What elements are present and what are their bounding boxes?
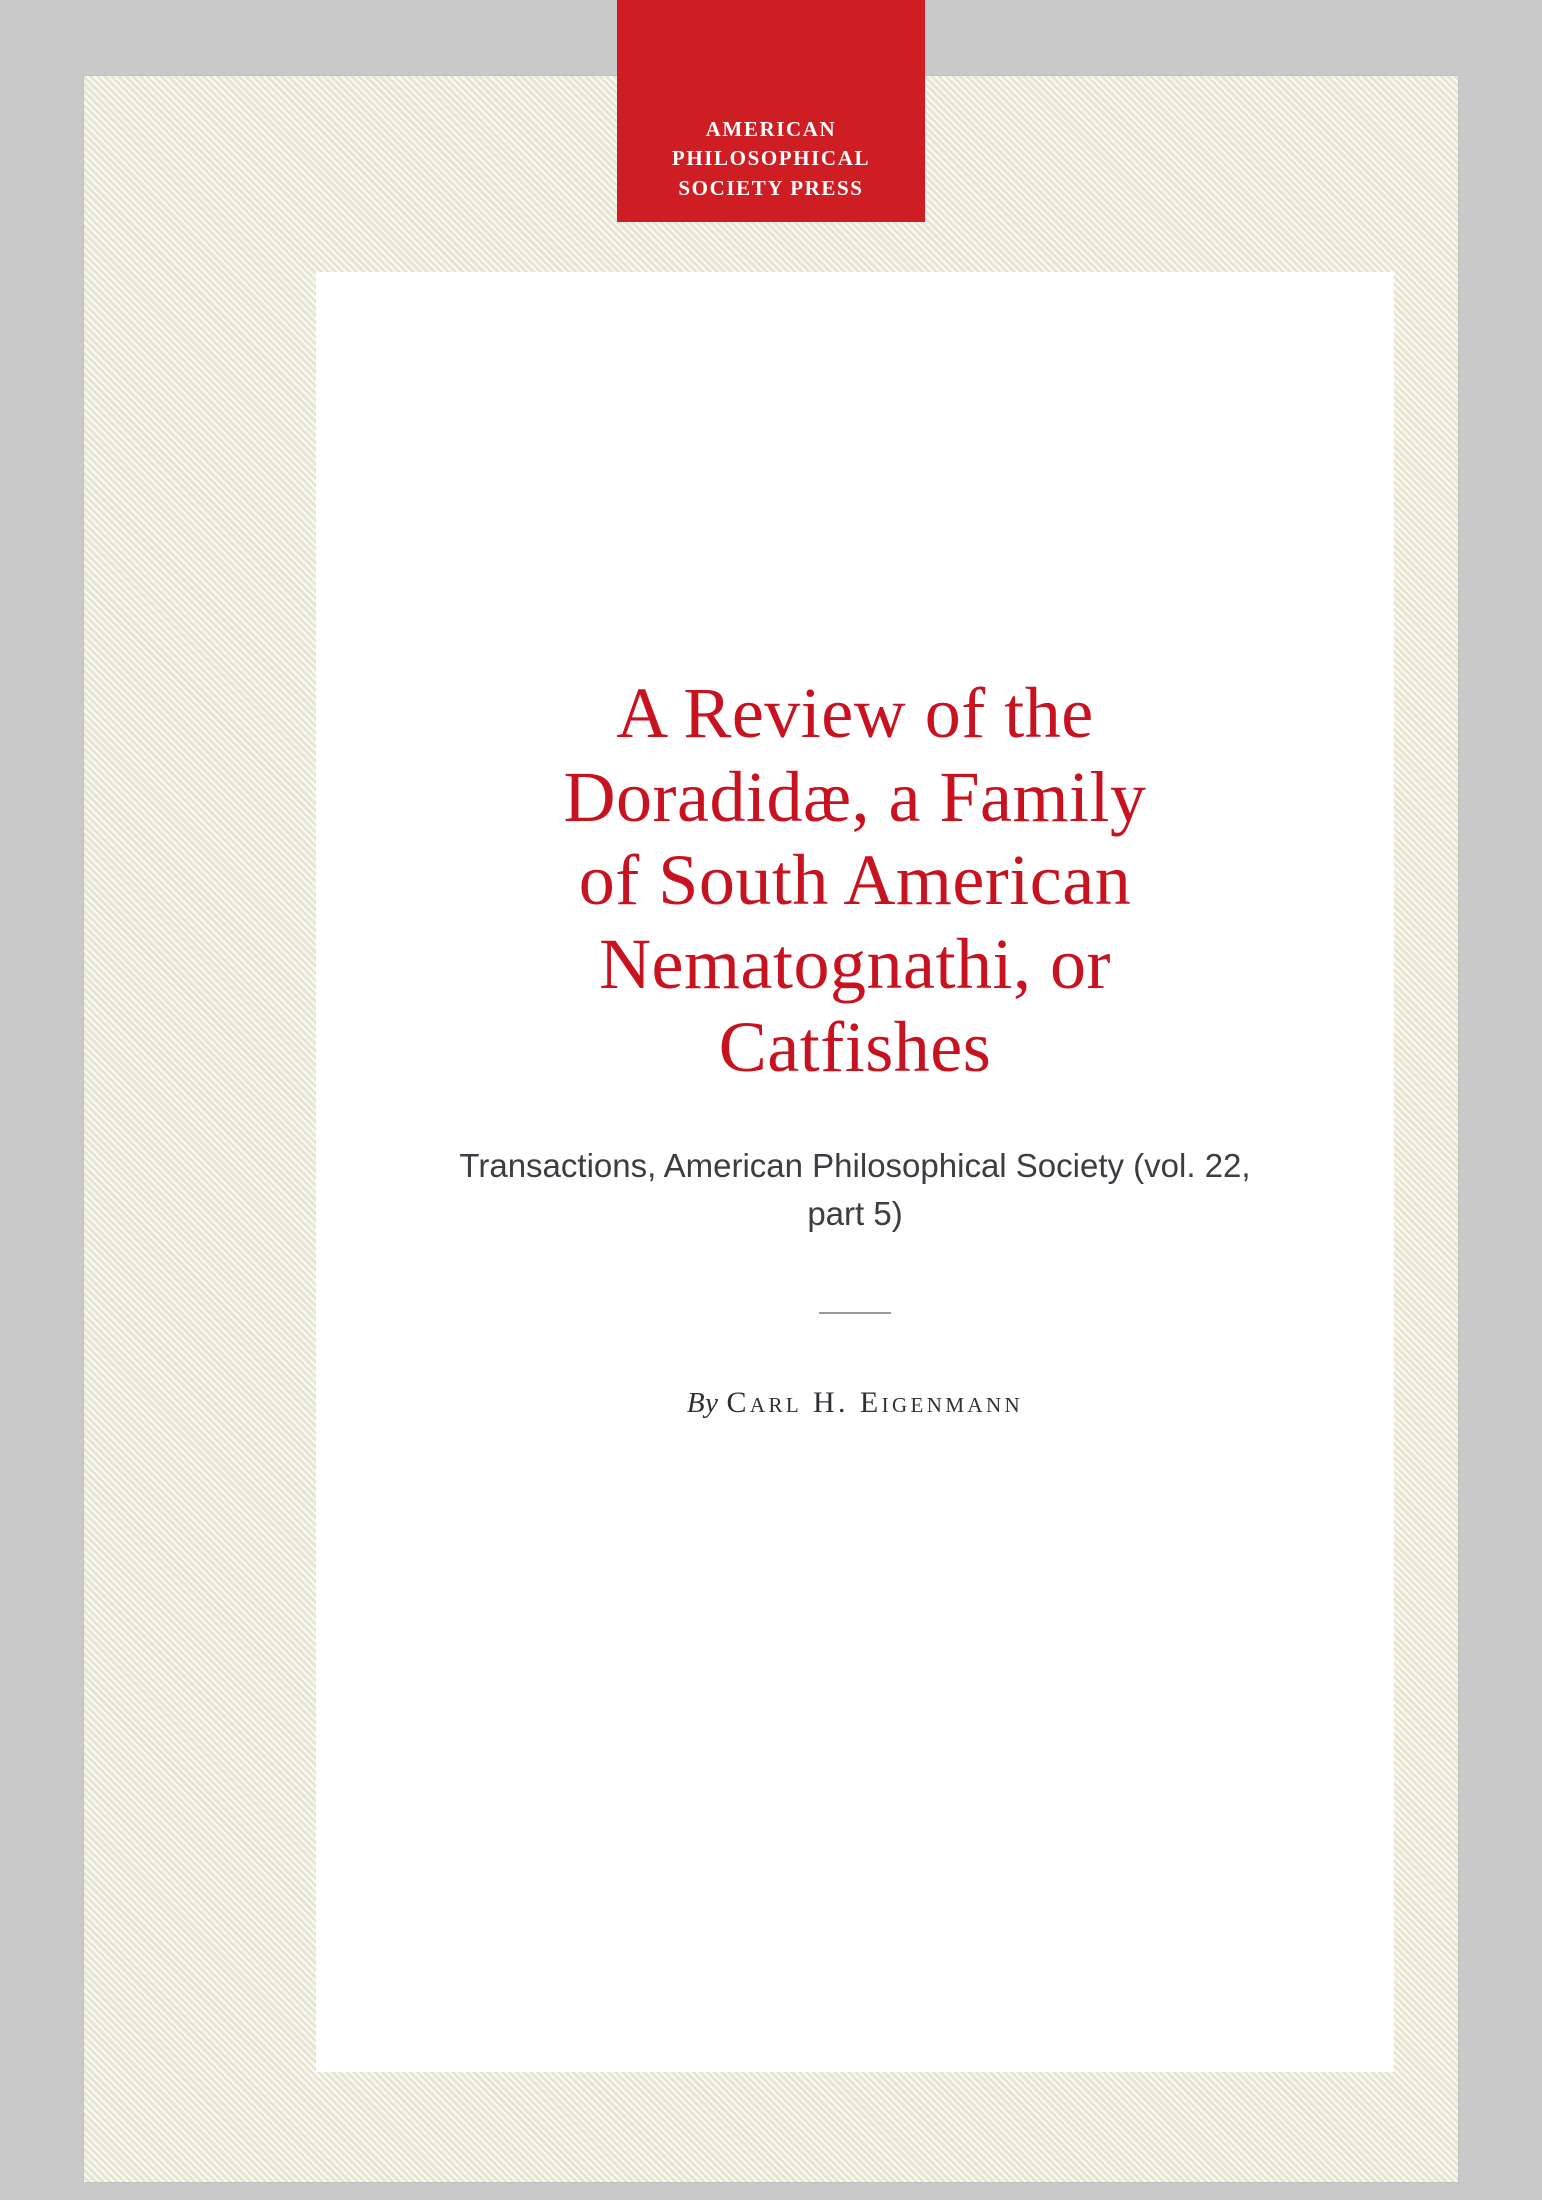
cover-white-field xyxy=(316,272,1394,2072)
byline xyxy=(316,1386,1394,1420)
imprint-line-2: PHILOSOPHICAL xyxy=(671,146,871,171)
publisher-imprint-text xyxy=(672,115,870,204)
imprint-line-3: SOCIETY PRESS xyxy=(678,176,864,201)
series-subtitle: Transactions, American Philosophical Society (vol. 22, part 5) xyxy=(459,1146,1251,1232)
imprint-line-1: AMERICAN xyxy=(705,116,837,141)
page-title: A Review of the Doradidæ, a Family of South American Nematognathi, or Catfishes xyxy=(563,673,1147,1088)
cover-text-block xyxy=(316,272,1394,1420)
publisher-imprint-banner xyxy=(617,0,925,222)
divider xyxy=(819,1312,891,1314)
cover-panel xyxy=(84,76,1458,2182)
author-name: Carl H. Eigenmann xyxy=(726,1385,1024,1419)
byline-prefix: By xyxy=(686,1386,719,1419)
